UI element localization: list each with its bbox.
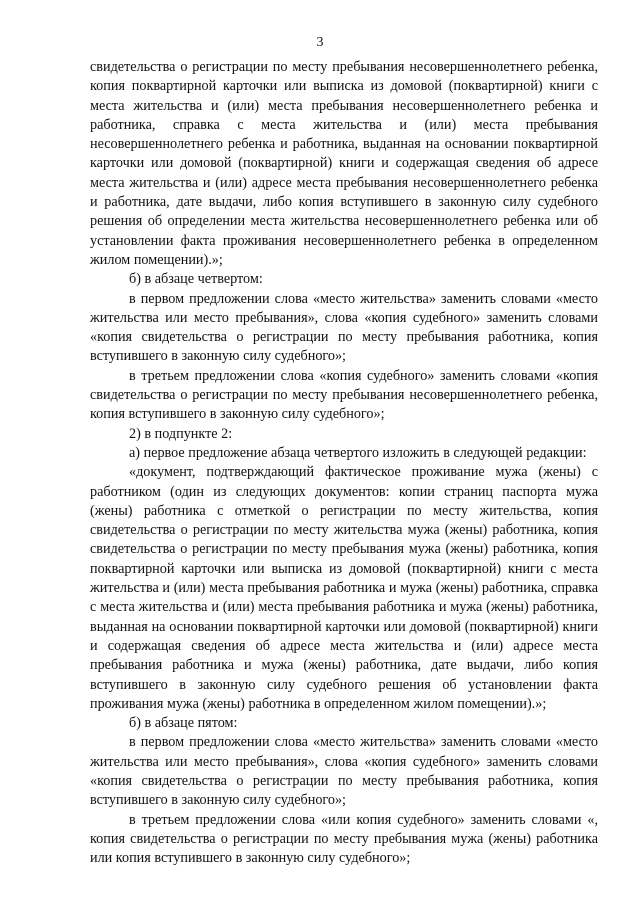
- paragraph-quoted-document-text: «документ, подтверждающий фактическое проживание мужа (жены) с работником (один из следующих документов: копии страниц паспорта мужа (жены) работника с отметкой о регистрации по месту жительства, копия свидетельства о регистрации по месту жительства мужа (жены) работника, копия свидетельства о регистрации по месту пребывания мужа (жены) работника, копия поквартирной карточки или выписка из домовой (поквартирной) книги с места жительства и (или) места пребывания работника и мужа (жены) работника, справка с места жительства и (или) места пребывания работника и мужа (жены) работника, выданная на основании поквартирной карточки или домовой (поквартирной) книги и содержащая сведения об адресе места жительства и (или) адресе места пребывания работника и мужа (жены) работника, дате выдачи, либо копия вступившего в законную силу судебного решения об установлении факта проживания мужа (жены) работника в определенном жилом помещении).»;: [90, 464, 598, 712]
- paragraph-item-a-new-wording: а) первое предложение абзаца четвертого изложить в следующей редакции:: [129, 444, 587, 461]
- paragraph-continuation: свидетельства о регистрации по месту пребывания несовершеннолетнего ребенка, копия поквартирной карточки или выписка из домовой (поквартирной) книги с места жительства и (или) места пребывания несовершеннолетнего ребенка и работника, справка с места жительства и (или) места пребывания несовершеннолетнего ребенка и работника, выданная на основании поквартирной карточки или домовой (поквартирной) книги и содержащая сведения об адресе места жительства и (или) адресе места пребывания несовершеннолетнего ребенка и работника, дате выдачи, либо копия вступившего в законную силу судебного решения об определении места жительства несовершеннолетнего ребенка или об установлении факта проживания несовершеннолетнего ребенка в определенном жилом помещении).»;: [90, 59, 598, 268]
- page-number: 3: [316, 35, 324, 50]
- paragraph-item-b-fourth-abzac: б) в абзаце четвертом:: [129, 271, 263, 288]
- paragraph-first-sentence-change-2: в первом предложении слова «место жительства» заменить словами «место жительства или место пребывания», слова «копия судебного» заменить словами «копия свидетельства о регистрации по месту пребывания работника, копия вступившего в законную силу судебного»;: [90, 734, 598, 809]
- paragraph-subclause-2: 2) в подпункте 2:: [129, 425, 233, 442]
- paragraph-third-sentence-change-2: в третьем предложении слова «или копия судебного» заменить словами «, копия свидетельства о регистрации по месту пребывания мужа (жены) работника или копия вступившего в законную силу судебного»;: [90, 811, 598, 867]
- paragraph-first-sentence-change: в первом предложении слова «место жительства» заменить словами «место жительства или место пребывания», слова «копия судебного» заменить словами «копия свидетельства о регистрации по месту пребывания работника, копия вступившего в законную силу судебного»;: [90, 290, 598, 365]
- paragraph-third-sentence-change: в третьем предложении слова «копия судебного» заменить словами «копия свидетельства о регистрации по месту пребывания несовершеннолетнего ребенка, копия вступившего в законную силу судебного»;: [90, 367, 598, 423]
- document-body: [90, 58, 598, 868]
- paragraph-item-b-fifth-abzac: б) в абзаце пятом:: [129, 715, 238, 732]
